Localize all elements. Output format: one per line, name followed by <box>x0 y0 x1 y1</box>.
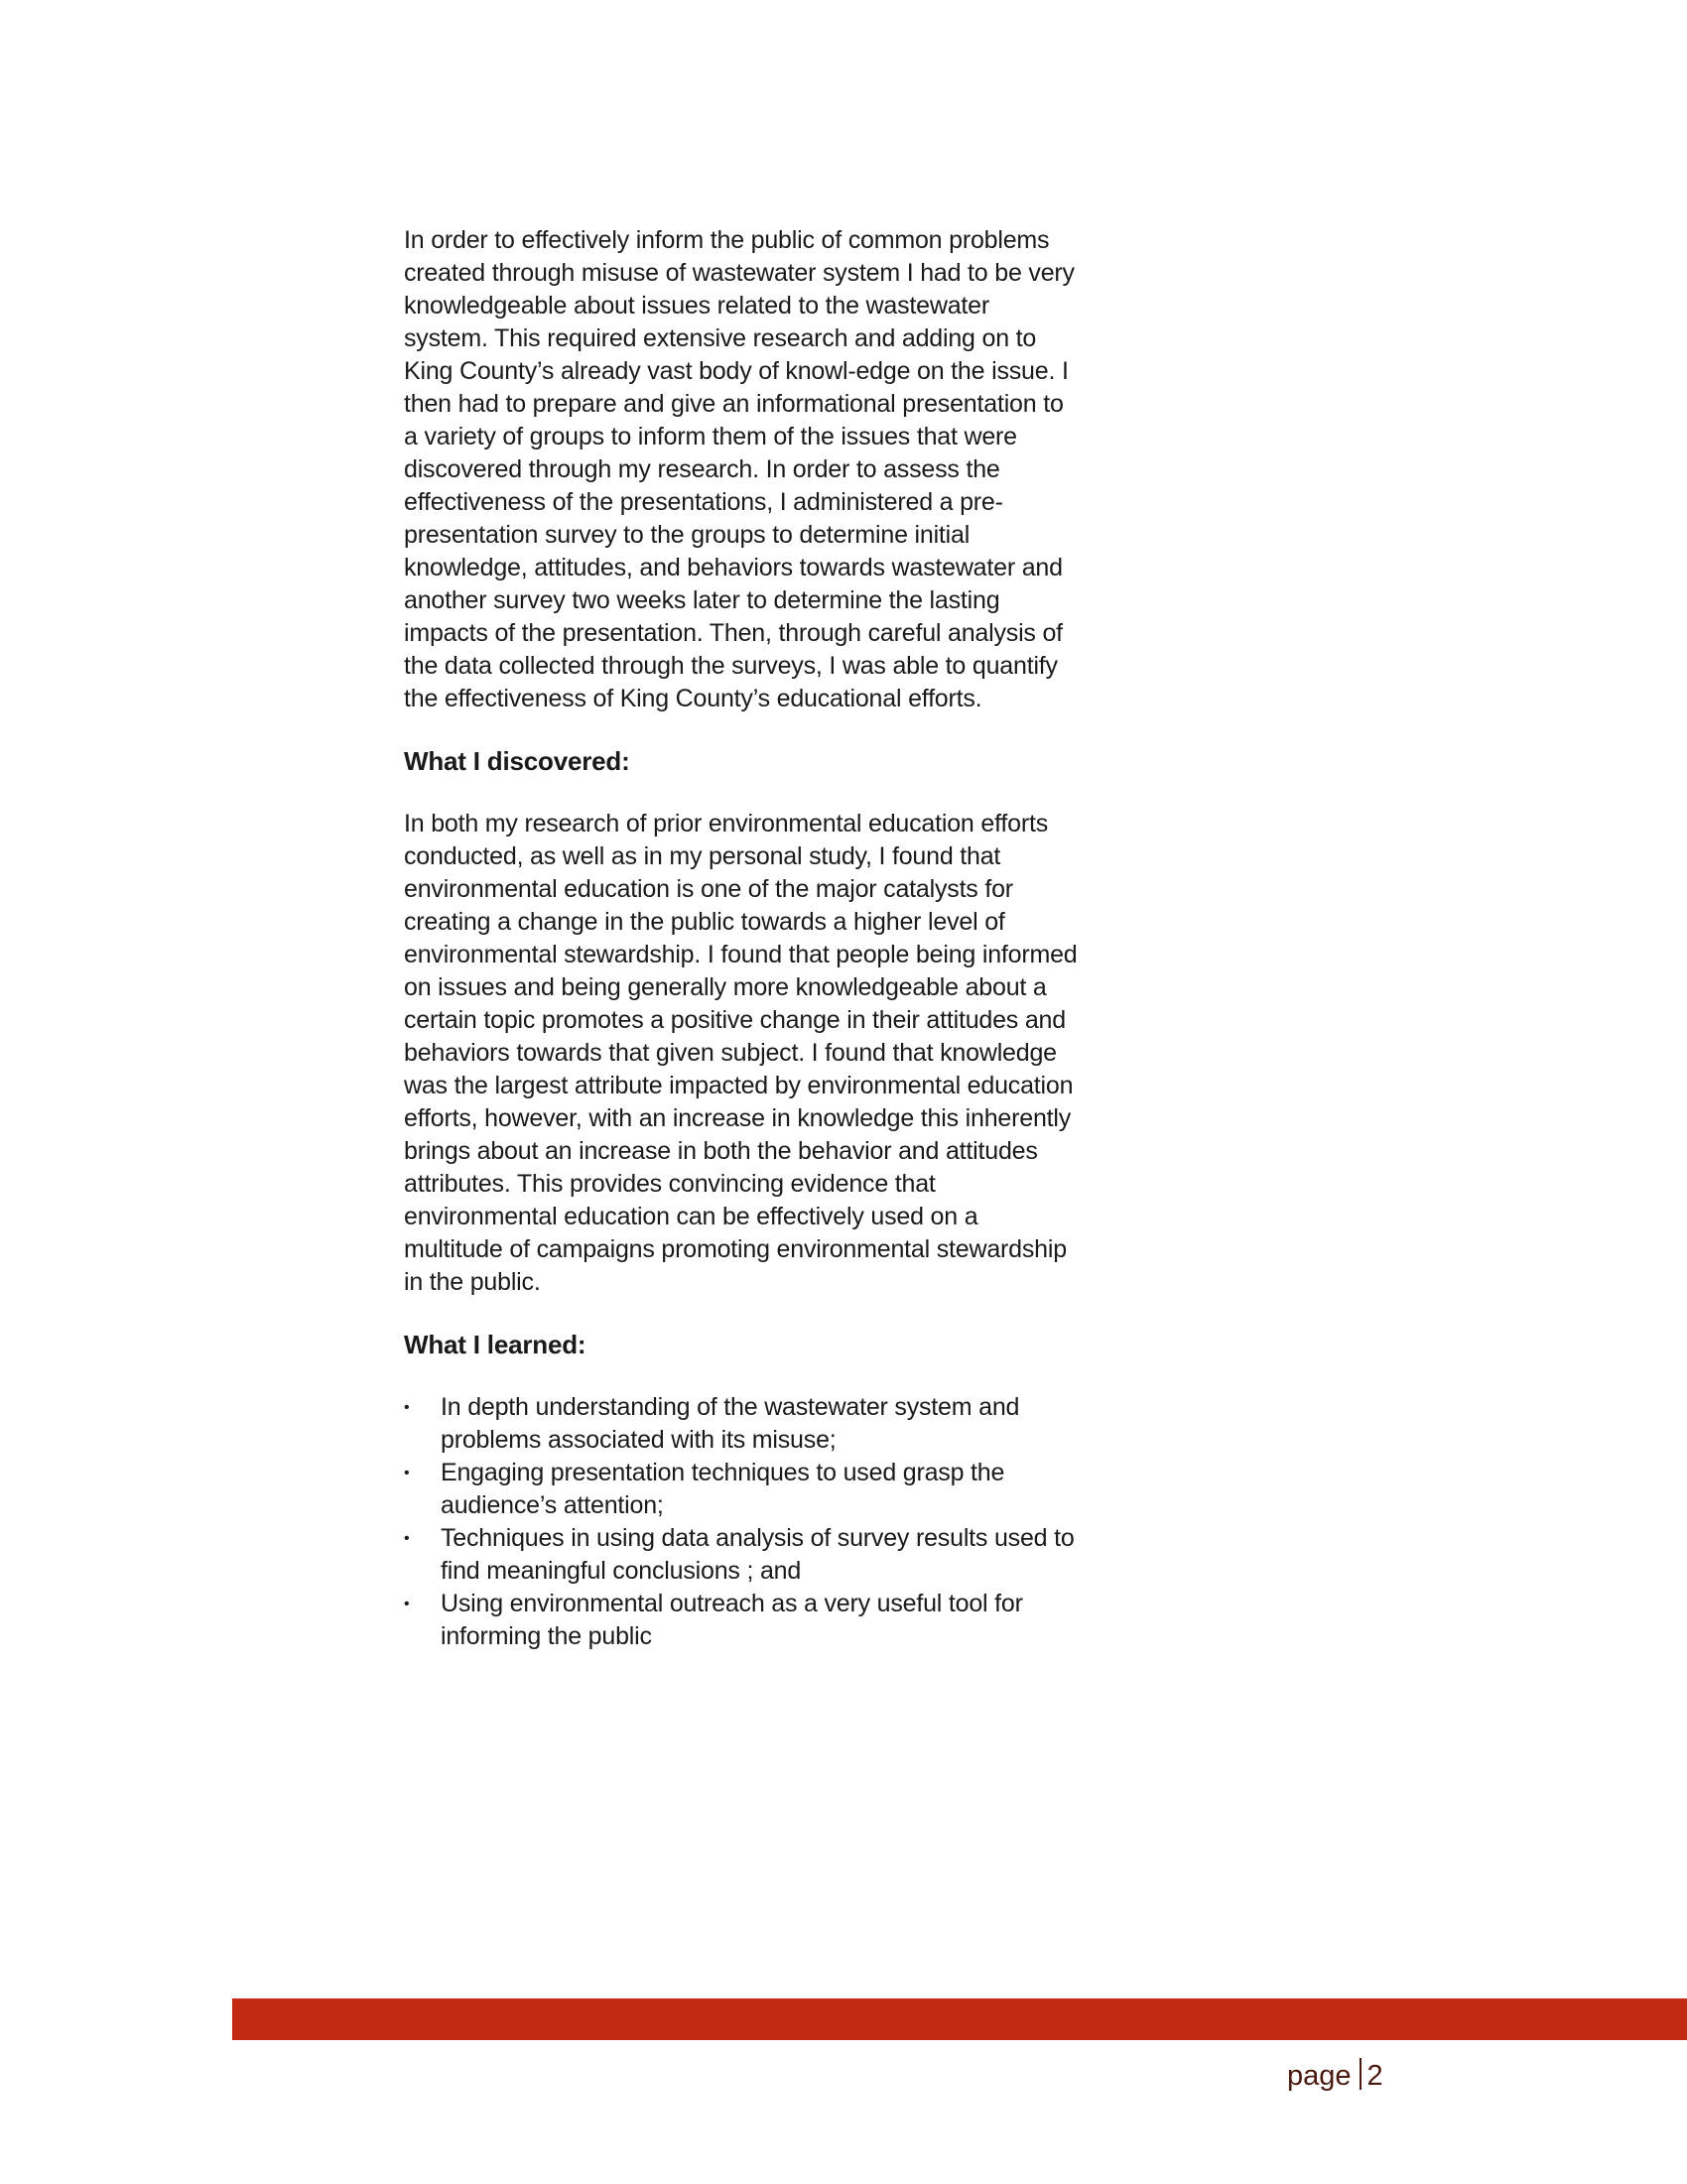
list-item <box>404 1522 1079 1588</box>
discovered-heading: What I discovered: <box>404 746 630 776</box>
main-text-column <box>404 224 1079 1653</box>
page-label: page <box>1287 2060 1352 2092</box>
discovered-paragraph: In both my research of prior environmental education efforts conducted, as well as in my personal study, I found that environmental education is one of the major catalysts for creating a change in the public towards a higher level of environmental stewardship. I found that people being informed on issues and being generally more knowledgeable about a certain topic promotes a positive change in their attitudes and behaviors towards that given subject. I found that knowledge was the largest attribute impacted by environmental education efforts, however, with an increase in knowledge this inherently brings about an increase in both the behavior and attitudes attributes. This provides convincing evidence that environmental education can be effectively used on a multitude of campaigns promoting environmental stewardship in the public. <box>404 810 1078 1296</box>
learned-list <box>404 1391 1079 1653</box>
list-item-text: In depth understanding of the wastewater system and problems associated with its misuse; <box>441 1393 1020 1454</box>
learned-heading: What I learned: <box>404 1330 586 1359</box>
page-separator <box>1360 2058 1362 2090</box>
list-item <box>404 1588 1079 1653</box>
footer-bar <box>232 1998 1687 2040</box>
list-item-text: Using environmental outreach as a very useful tool for informing the public <box>441 1590 1023 1650</box>
intro-paragraph: In order to effectively inform the public of common problems created through misuse of wastewater system I had to be very knowledgeable about issues related to the wastewater system. This required extensive research and adding on to King County’s already vast body of knowl-edge on the issue. I then had to prepare and give an informational presentation to a variety of groups to inform them of the issues that were discovered through my research. In order to assess the effectiveness of the presentations, I administered a pre-presentation survey to the groups to determine initial knowledge, attitudes, and behaviors towards wastewater and another survey two weeks later to determine the lasting impacts of the presentation. Then, through careful analysis of the data collected through the surveys, I was able to quantify the effectiveness of King County’s educational efforts. <box>404 226 1075 712</box>
list-item <box>404 1457 1079 1522</box>
page-number <box>1287 2058 1383 2094</box>
bullet-icon: • <box>404 1530 410 1547</box>
page-number-value: 2 <box>1366 2060 1383 2092</box>
bullet-icon: • <box>404 1399 410 1416</box>
bullet-icon: • <box>404 1596 410 1612</box>
bullet-icon: • <box>404 1465 410 1481</box>
list-item <box>404 1391 1079 1457</box>
list-item-text: Engaging presentation techniques to used grasp the audience’s attention; <box>441 1459 1005 1519</box>
list-item-text: Techniques in using data analysis of survey results used to find meaningful conclusions ; and <box>441 1524 1075 1585</box>
